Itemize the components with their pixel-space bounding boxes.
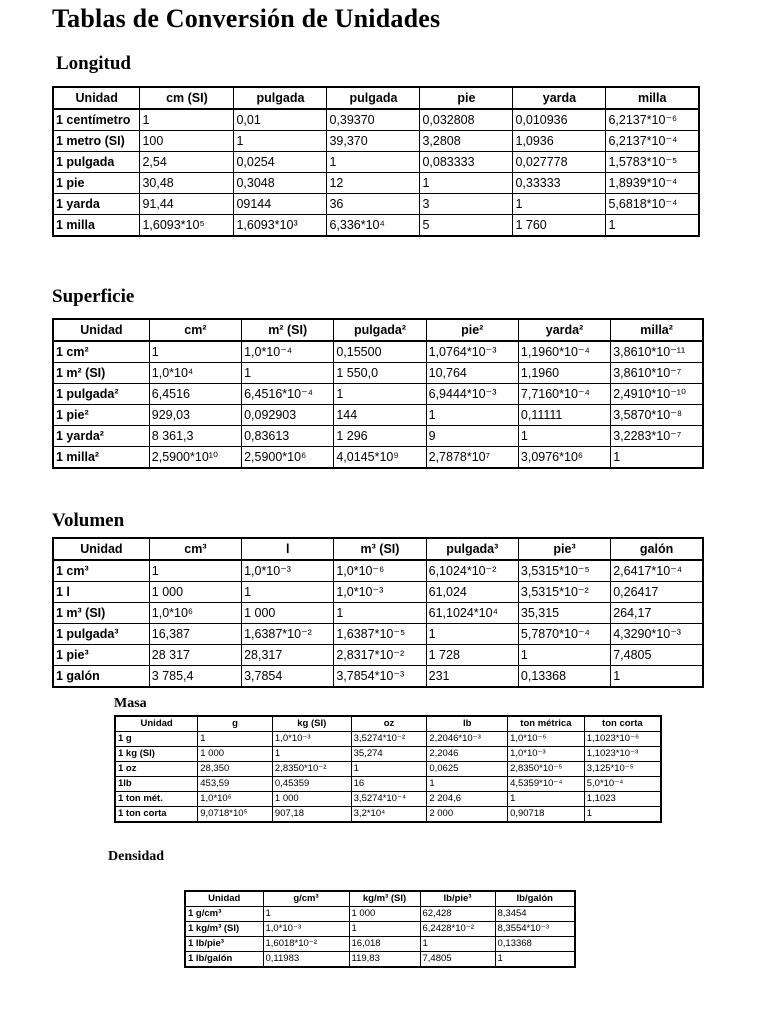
table-cell: 0,33333 (513, 173, 606, 194)
table-cell: 36 (327, 194, 420, 215)
table-cell: 1 (426, 624, 518, 645)
table-row (53, 603, 703, 624)
row-label: 1 ton corta (115, 807, 198, 823)
row-label: 1 oz (115, 762, 198, 777)
table-cell: 3,8610*10⁻⁷ (611, 363, 703, 384)
table-cell: 0,13368 (495, 937, 575, 952)
table-row (53, 447, 703, 469)
table-cell: 3,5870*10⁻⁸ (611, 405, 703, 426)
table-cell: 62,428 (420, 907, 495, 922)
column-header: pulgada (234, 87, 327, 109)
table-densidad (184, 890, 576, 968)
table-row (53, 363, 703, 384)
table-cell: 1 (611, 447, 703, 469)
table-cell: 231 (426, 666, 518, 688)
table-row (53, 131, 699, 152)
table-row (53, 666, 703, 688)
table-cell: 0,11983 (263, 952, 349, 968)
column-header: ton corta (584, 716, 661, 732)
table-cell: 3 785,4 (149, 666, 241, 688)
table-cell: 6,2137*10⁻⁴ (606, 131, 699, 152)
table-cell: 39,370 (327, 131, 420, 152)
table-cell: 6,336*10⁴ (327, 215, 420, 237)
table-cell: 1 (327, 152, 420, 173)
table-cell: 2,8350*10⁻² (272, 762, 351, 777)
table-cell: 2,6417*10⁻⁴ (611, 560, 703, 582)
table-cell: 8,3454 (495, 907, 575, 922)
row-label: 1lb (115, 777, 198, 792)
row-label: 1 l (53, 582, 149, 603)
table-row (53, 194, 699, 215)
table-cell: 1 000 (198, 747, 273, 762)
column-header: Unidad (53, 319, 149, 341)
table-cell: 1 (198, 732, 273, 747)
table-cell: 1 (495, 952, 575, 968)
table-row (53, 152, 699, 173)
column-header: milla² (611, 319, 703, 341)
table-row (53, 384, 703, 405)
table-superficie (52, 318, 704, 469)
table-cell: 1 (426, 405, 518, 426)
table-cell: 1,0*10⁻⁶ (334, 560, 426, 582)
table-cell: 2,8350*10⁻⁵ (508, 762, 585, 777)
table-cell: 3,7854 (242, 666, 334, 688)
table-cell: 0,032808 (420, 109, 513, 131)
table-cell: 0,083333 (420, 152, 513, 173)
table-cell: 1 000 (149, 582, 241, 603)
table-cell: 2,54 (140, 152, 234, 173)
table-cell: 8 361,3 (149, 426, 241, 447)
table-cell: 1,0*10⁻³ (263, 922, 349, 937)
table-cell: 2,2046 (427, 747, 508, 762)
table-row (115, 792, 661, 807)
row-label: 1 kg/m³ (SI) (185, 922, 263, 937)
column-header: kg/m³ (SI) (349, 891, 420, 907)
table-cell: 1,0936 (513, 131, 606, 152)
table-cell: 1 550,0 (334, 363, 426, 384)
table-cell: 6,9444*10⁻³ (426, 384, 518, 405)
table-cell: 1 (427, 777, 508, 792)
row-label: 1 milla² (53, 447, 149, 469)
table-cell: 1,0*10⁻⁶ (508, 732, 585, 747)
table-cell: 1 (349, 922, 420, 937)
column-header: cm (SI) (140, 87, 234, 109)
table-cell: 8,3554*10⁻³ (495, 922, 575, 937)
row-label: 1 pulgada (53, 152, 140, 173)
table-cell: 1 (334, 384, 426, 405)
table-cell: 3,2808 (420, 131, 513, 152)
table-cell: 0,83613 (242, 426, 334, 447)
table-row (185, 922, 575, 937)
table-cell: 2,5900*10⁶ (242, 447, 334, 469)
table-cell: 3,5315*10⁻⁵ (518, 560, 610, 582)
column-header: yarda² (518, 319, 610, 341)
column-header: pie² (426, 319, 518, 341)
table-row (115, 777, 661, 792)
table-header-row (53, 87, 699, 109)
table-cell: 9,0718*10⁵ (198, 807, 273, 823)
table-cell: 1 (149, 560, 241, 582)
table-row (53, 215, 699, 237)
table-cell: 2,4910*10⁻¹⁰ (611, 384, 703, 405)
heading-longitud: Longitud (56, 53, 131, 74)
table-cell: 1 (149, 341, 241, 363)
table-cell: 6,2428*10⁻² (420, 922, 495, 937)
table-row (115, 807, 661, 823)
table-cell: 0,90718 (508, 807, 585, 823)
column-header: m³ (SI) (334, 538, 426, 560)
table-cell: 16,018 (349, 937, 420, 952)
column-header: pulgada (327, 87, 420, 109)
table-cell: 16,387 (149, 624, 241, 645)
table-cell: 1 (518, 645, 610, 666)
table-cell: 1,1023*10⁻⁶ (584, 732, 661, 747)
table-cell: 264,17 (611, 603, 703, 624)
table-cell: 5,7870*10⁻⁴ (518, 624, 610, 645)
table-cell: 1,0*10⁻³ (334, 582, 426, 603)
table-cell: 0,13368 (518, 666, 610, 688)
table-row (185, 952, 575, 968)
table-cell: 0,39370 (327, 109, 420, 131)
table-cell: 929,03 (149, 405, 241, 426)
table-cell: 1 (242, 363, 334, 384)
column-header: g/cm³ (263, 891, 349, 907)
table-cell: 1,0*10⁴ (149, 363, 241, 384)
table-cell: 0,45359 (272, 777, 351, 792)
table-row (185, 907, 575, 922)
table-header-row (115, 716, 661, 732)
table-cell: 1,0*10⁻⁴ (242, 341, 334, 363)
table-cell: 09144 (234, 194, 327, 215)
table-cell: 907,18 (272, 807, 351, 823)
table-cell: 1 (606, 215, 699, 237)
page-title: Tablas de Conversión de Unidades (52, 4, 441, 33)
row-label: 1 m³ (SI) (53, 603, 149, 624)
column-header: Unidad (115, 716, 198, 732)
table-cell: 1,8939*10⁻⁴ (606, 173, 699, 194)
table-cell: 6,2137*10⁻⁶ (606, 109, 699, 131)
row-label: 1 pie² (53, 405, 149, 426)
table-cell: 1 (351, 762, 427, 777)
heading-masa: Masa (114, 696, 147, 711)
column-header: cm² (149, 319, 241, 341)
column-header: pulgada³ (426, 538, 518, 560)
table-masa (114, 715, 662, 823)
column-header: Unidad (53, 538, 149, 560)
table-row (53, 426, 703, 447)
table-cell: 0,3048 (234, 173, 327, 194)
table-cell: 1 728 (426, 645, 518, 666)
table-cell: 1 (518, 426, 610, 447)
heading-densidad: Densidad (108, 849, 165, 864)
table-cell: 91,44 (140, 194, 234, 215)
row-label: 1 cm³ (53, 560, 149, 582)
table-row (53, 624, 703, 645)
table-cell: 1 (420, 937, 495, 952)
row-label: 1 g/cm³ (185, 907, 263, 922)
column-header: pie³ (518, 538, 610, 560)
table-cell: 5,6818*10⁻⁴ (606, 194, 699, 215)
table-cell: 1,6093*10⁵ (140, 215, 234, 237)
column-header: milla (606, 87, 699, 109)
table-cell: 35,274 (351, 747, 427, 762)
column-header: cm³ (149, 538, 241, 560)
table-longitud (52, 86, 700, 237)
table-cell: 119,83 (349, 952, 420, 968)
table-cell: 1,6387*10⁻² (242, 624, 334, 645)
table-cell: 2,7878*10⁷ (426, 447, 518, 469)
table-header-row (185, 891, 575, 907)
table-cell: 7,4805 (420, 952, 495, 968)
table-cell: 0,010936 (513, 109, 606, 131)
table-header-row (53, 319, 703, 341)
table-cell: 1,1023 (584, 792, 661, 807)
table-cell: 1 (584, 807, 661, 823)
table-cell: 1 (234, 131, 327, 152)
table-cell: 3,5274*10⁻² (351, 732, 427, 747)
column-header: lb/pie³ (420, 891, 495, 907)
column-header: galón (611, 538, 703, 560)
table-cell: 16 (351, 777, 427, 792)
heading-volumen: Volumen (52, 510, 125, 531)
table-cell: 0,027778 (513, 152, 606, 173)
table-cell: 6,4516 (149, 384, 241, 405)
row-label: 1 galón (53, 666, 149, 688)
table-cell: 1 000 (272, 792, 351, 807)
row-label: 1 lb/pie³ (185, 937, 263, 952)
table-cell: 3,0976*10⁶ (518, 447, 610, 469)
column-header: lb (427, 716, 508, 732)
table-cell: 1 (242, 582, 334, 603)
table-cell: 61,1024*10⁴ (426, 603, 518, 624)
table-cell: 61,024 (426, 582, 518, 603)
column-header: g (198, 716, 273, 732)
table-cell: 100 (140, 131, 234, 152)
table-cell: 3,8610*10⁻¹¹ (611, 341, 703, 363)
table-cell: 4,0145*10⁹ (334, 447, 426, 469)
row-label: 1 lb/galón (185, 952, 263, 968)
table-cell: 3,2*10⁴ (351, 807, 427, 823)
table-cell: 3,7854*10⁻³ (334, 666, 426, 688)
table-cell: 3 (420, 194, 513, 215)
table-cell: 0,092903 (242, 405, 334, 426)
column-header: yarda (513, 87, 606, 109)
row-label: 1 pulgada² (53, 384, 149, 405)
table-cell: 2,5900*10¹⁰ (149, 447, 241, 469)
table-cell: 5,0*10⁻⁴ (584, 777, 661, 792)
table-cell: 0,0254 (234, 152, 327, 173)
table-cell: 1,0764*10⁻³ (426, 341, 518, 363)
table-cell: 0,26417 (611, 582, 703, 603)
table-cell: 1,1960 (518, 363, 610, 384)
row-label: 1 pulgada³ (53, 624, 149, 645)
table-cell: 0,15500 (334, 341, 426, 363)
table-cell: 1,5783*10⁻⁵ (606, 152, 699, 173)
table-cell: 1 760 (513, 215, 606, 237)
table-header-row (53, 538, 703, 560)
table-cell: 3,5274*10⁻⁴ (351, 792, 427, 807)
table-cell: 0,11111 (518, 405, 610, 426)
table-cell: 2 204,6 (427, 792, 508, 807)
table-cell: 1,6093*10³ (234, 215, 327, 237)
table-cell: 1 000 (349, 907, 420, 922)
table-cell: 35,315 (518, 603, 610, 624)
table-cell: 1,1023*10⁻³ (584, 747, 661, 762)
row-label: 1 ton mét. (115, 792, 198, 807)
table-cell: 28,317 (242, 645, 334, 666)
column-header: pie (420, 87, 513, 109)
row-label: 1 centímetro (53, 109, 140, 131)
table-row (115, 732, 661, 747)
column-header: pulgada² (334, 319, 426, 341)
table-row (53, 173, 699, 194)
table-cell: 1 (513, 194, 606, 215)
table-cell: 1,0*10⁻³ (508, 747, 585, 762)
table-cell: 2 000 (427, 807, 508, 823)
row-label: 1 pie³ (53, 645, 149, 666)
column-header: oz (351, 716, 427, 732)
table-cell: 1 (140, 109, 234, 131)
row-label: 1 metro (SI) (53, 131, 140, 152)
table-volumen (52, 537, 704, 688)
row-label: 1 cm² (53, 341, 149, 363)
table-cell: 1 000 (242, 603, 334, 624)
table-cell: 453,59 (198, 777, 273, 792)
table-row (185, 937, 575, 952)
row-label: 1 yarda² (53, 426, 149, 447)
table-cell: 1 (272, 747, 351, 762)
table-cell: 30,48 (140, 173, 234, 194)
table-cell: 1,0*10⁶ (198, 792, 273, 807)
row-label: 1 yarda (53, 194, 140, 215)
table-row (115, 762, 661, 777)
table-cell: 6,1024*10⁻² (426, 560, 518, 582)
table-cell: 3,2283*10⁻⁷ (611, 426, 703, 447)
table-row (53, 405, 703, 426)
row-label: 1 g (115, 732, 198, 747)
column-header: kg (SI) (272, 716, 351, 732)
table-cell: 144 (334, 405, 426, 426)
row-label: 1 kg (SI) (115, 747, 198, 762)
table-cell: 28,350 (198, 762, 273, 777)
table-row (53, 341, 703, 363)
table-cell: 2,2046*10⁻³ (427, 732, 508, 747)
table-cell: 1 (611, 666, 703, 688)
table-cell: 1 (334, 603, 426, 624)
table-cell: 1,6387*10⁻⁵ (334, 624, 426, 645)
row-label: 1 pie (53, 173, 140, 194)
table-cell: 1 (420, 173, 513, 194)
table-cell: 10,764 (426, 363, 518, 384)
table-cell: 1,0*10⁻³ (272, 732, 351, 747)
column-header: l (242, 538, 334, 560)
column-header: Unidad (185, 891, 263, 907)
table-cell: 0,01 (234, 109, 327, 131)
table-cell: 1 (508, 792, 585, 807)
table-row (53, 560, 703, 582)
table-cell: 3,125*10⁻⁵ (584, 762, 661, 777)
table-cell: 1,0*10⁶ (149, 603, 241, 624)
table-cell: 9 (426, 426, 518, 447)
table-row (115, 747, 661, 762)
heading-superficie: Superficie (52, 286, 135, 307)
table-row (53, 109, 699, 131)
column-header: m² (SI) (242, 319, 334, 341)
table-row (53, 645, 703, 666)
table-cell: 7,4805 (611, 645, 703, 666)
table-cell: 3,5315*10⁻² (518, 582, 610, 603)
table-cell: 7,7160*10⁻⁴ (518, 384, 610, 405)
row-label: 1 m² (SI) (53, 363, 149, 384)
table-cell: 1 (263, 907, 349, 922)
table-cell: 2,8317*10⁻² (334, 645, 426, 666)
table-cell: 1,6018*10⁻² (263, 937, 349, 952)
row-label: 1 milla (53, 215, 140, 237)
table-cell: 6,4516*10⁻⁴ (242, 384, 334, 405)
table-cell: 4,5359*10⁻⁴ (508, 777, 585, 792)
column-header: Unidad (53, 87, 140, 109)
table-cell: 12 (327, 173, 420, 194)
table-cell: 28 317 (149, 645, 241, 666)
table-cell: 5 (420, 215, 513, 237)
table-cell: 0,0625 (427, 762, 508, 777)
table-row (53, 582, 703, 603)
column-header: ton métrica (508, 716, 585, 732)
table-cell: 1 296 (334, 426, 426, 447)
column-header: lb/galón (495, 891, 575, 907)
table-cell: 1,1960*10⁻⁴ (518, 341, 610, 363)
table-cell: 4,3290*10⁻³ (611, 624, 703, 645)
table-cell: 1,0*10⁻³ (242, 560, 334, 582)
